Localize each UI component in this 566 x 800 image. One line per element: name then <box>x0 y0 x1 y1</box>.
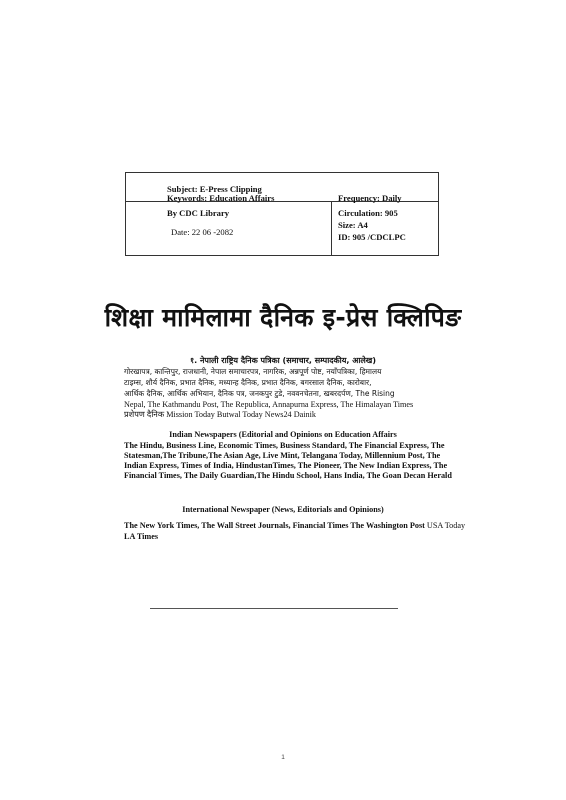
nepali-list-line: टाइम्स, शौर्य दैनिक, प्रभात दैनिक, मध्यान्ह दैनिक, प्रभात दैनिक, बगरसाल दैनिक, कारोबार, <box>124 378 372 387</box>
nepali-list-line: Nepal, The Kathmandu Post, The Republica, Annapurna Express, The Himalayan Times <box>124 400 414 409</box>
size-label: Size: A4 <box>338 220 368 230</box>
date-label: Date: 22 06 -2082 <box>171 227 234 237</box>
nepali-section-heading: १. नेपाली राष्ट्रिय दैनिक पत्रिका (समाचार, सम्पादकीय, आलेख) <box>189 356 377 365</box>
info-box-column-divider <box>331 201 332 255</box>
indian-section-heading: Indian Newspapers (Editorial and Opinions on Education Affairs <box>169 430 397 439</box>
subject-label: Subject: E-Press Clipping <box>167 184 262 194</box>
international-list-line: LA Times <box>124 532 159 541</box>
nepali-list-line: प्रशेपण दैनिक Mission Today Butwal Today News24 Dainik <box>124 410 316 419</box>
international-list-line <box>124 521 465 532</box>
international-section-heading: International Newspaper (News, Editorials and Opinions) <box>182 505 384 514</box>
footer-divider <box>150 608 398 609</box>
international-normal-title: USA Today <box>424 521 466 530</box>
indian-list-line: Indian Express, Times of India, HindustanTimes, The Pioneer, The New Indian Express, The <box>124 461 448 470</box>
by-label: By CDC Library <box>167 208 230 218</box>
indian-list-line: The Hindu, Business Line, Economic Times, Business Standard, The Financial Express, The <box>124 441 445 450</box>
circulation-label: Circulation: 905 <box>338 208 398 218</box>
id-label: ID: 905 /CDCLPC <box>338 232 406 242</box>
nepali-list-line: आर्थिक दैनिक, आर्थिक अभियान, दैनिक पत्र, जनकपुर टुडे, नववनचेतना, खबरदर्पण, The Rising <box>124 389 395 398</box>
page-title: शिक्षा मामिलामा दैनिक इ-प्रेस क्लिपिङ <box>104 303 462 332</box>
indian-list-line: Financial Times, The Daily Guardian,The Hindu School, Hans India, The Goan Decan Herald <box>124 471 452 480</box>
page-number: 1 <box>281 754 285 761</box>
international-bold-titles: The New York Times, The Wall Street Journals, Financial Times The Washington Post <box>124 521 425 530</box>
keywords-label: Keywords: Education Affairs <box>167 193 275 203</box>
document-info-box <box>125 172 439 256</box>
frequency-label: Frequency: Daily <box>338 193 402 203</box>
indian-list-line: Statesman,The Tribune,The Asian Age, Live Mint, Telangana Today, Millennium Post, The <box>124 451 441 460</box>
nepali-list-line: गोरखापत्र, कान्तिपुर, राजधानी, नेपाल समाचारपत्र, नागरिक, अन्नपूर्ण पोष्ट, नयाँपत्रिका, हिमालय <box>124 367 382 376</box>
